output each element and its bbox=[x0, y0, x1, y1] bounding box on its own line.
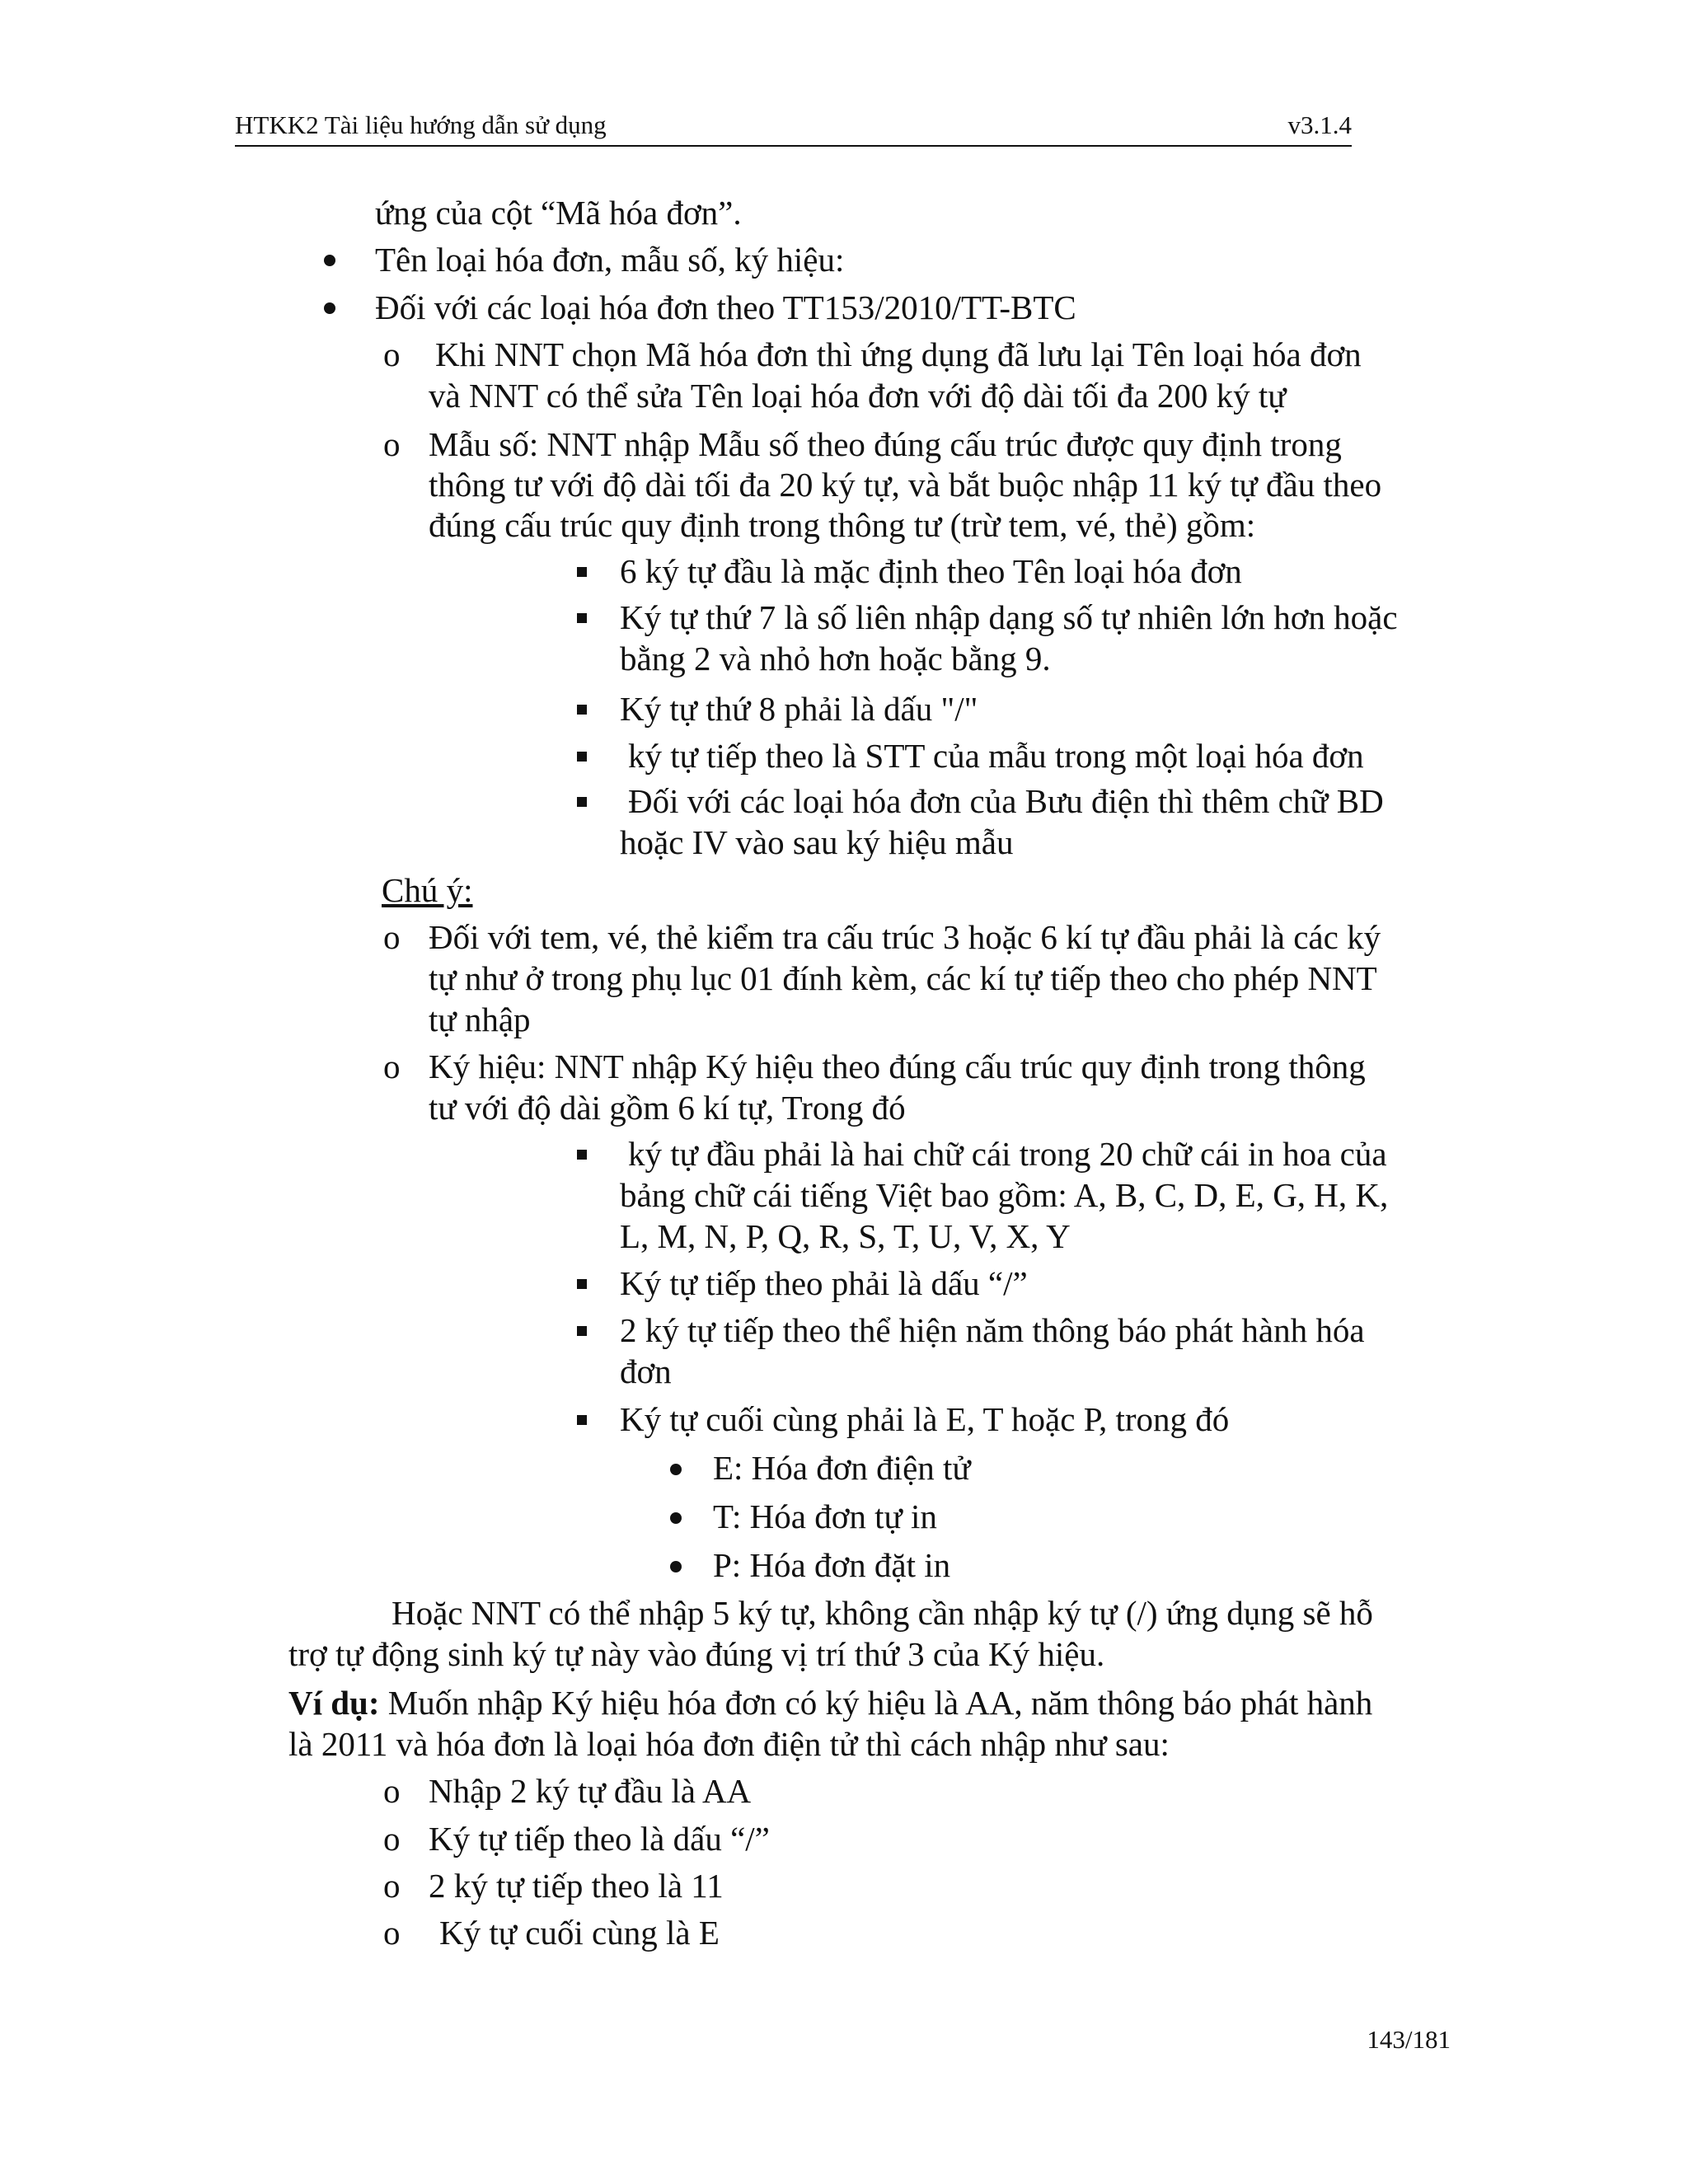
square-bullet bbox=[577, 1326, 587, 1336]
example-text: Muốn nhập Ký hiệu hóa đơn có ký hiệu là AA, năm thông báo phát hành bbox=[387, 1684, 1373, 1722]
list-item: Khi NNT chọn Mã hóa đơn thì ứng dụng đã lưu lại Tên loại hóa đơn bbox=[435, 335, 1362, 373]
list-item: Ký hiệu: NNT nhập Ký hiệu theo đúng cấu trúc quy định trong thông bbox=[429, 1047, 1366, 1085]
sub-item: Ký tự cuối cùng phải là E, T hoặc P, trong đó bbox=[620, 1400, 1230, 1438]
bullet-item: Đối với các loại hóa đơn theo TT153/2010/TT-BTC bbox=[375, 288, 1076, 326]
list-item: Nhập 2 ký tự đầu là AA bbox=[429, 1772, 752, 1810]
circle-marker: o bbox=[383, 1867, 401, 1905]
page-number: 143/181 bbox=[1367, 2025, 1451, 2054]
circle-marker: o bbox=[383, 1820, 401, 1858]
circle-marker: o bbox=[383, 1772, 401, 1810]
header-title: HTKK2 Tài liệu hướng dẫn sử dụng bbox=[235, 110, 607, 139]
page-header bbox=[235, 107, 1352, 147]
paragraph-line: là 2011 và hóa đơn là loại hóa đơn điện tử thì cách nhập như sau: bbox=[288, 1725, 1170, 1763]
example-line bbox=[288, 1682, 1372, 1723]
list-item-cont: tự nhập bbox=[429, 1001, 531, 1038]
sub-item: Ký tự tiếp theo phải là dấu “/” bbox=[620, 1264, 1028, 1302]
sub-item-cont: hoặc IV vào sau ký hiệu mẫu bbox=[620, 823, 1014, 861]
bullet-dot bbox=[670, 1561, 682, 1572]
sub-item: Đối với các loại hóa đơn của Bưu điện thì thêm chữ BD bbox=[628, 782, 1384, 820]
list-item: Mẫu số: NNT nhập Mẫu số theo đúng cấu trúc được quy định trong bbox=[429, 425, 1342, 463]
paragraph-line: trợ tự động sinh ký tự này vào đúng vị trí thứ 3 của Ký hiệu. bbox=[288, 1635, 1105, 1673]
bullet-dot bbox=[670, 1464, 682, 1475]
circle-marker: o bbox=[383, 1047, 401, 1085]
paragraph-line: Hoặc NNT có thể nhập 5 ký tự, không cần nhập ký tự (/) ứng dụng sẽ hỗ bbox=[392, 1594, 1373, 1632]
sub-item: ký tự tiếp theo là STT của mẫu trong một loại hóa đơn bbox=[628, 737, 1364, 775]
circle-marker: o bbox=[383, 335, 401, 373]
sub-item-cont: bảng chữ cái tiếng Việt bao gồm: A, B, C, D, E, G, H, K, bbox=[620, 1176, 1389, 1214]
list-item-cont: tự như ở trong phụ lục 01 đính kèm, các kí tự tiếp theo cho phép NNT bbox=[429, 959, 1377, 997]
sub-item: ký tự đầu phải là hai chữ cái trong 20 chữ cái in hoa của bbox=[628, 1135, 1387, 1173]
sub-item-cont: bằng 2 và nhỏ hơn hoặc bằng 9. bbox=[620, 640, 1051, 677]
text-line: ứng của cột “Mã hóa đơn”. bbox=[375, 194, 742, 232]
sub-item-cont: đơn bbox=[620, 1352, 672, 1390]
square-bullet bbox=[577, 705, 587, 715]
sub-item-cont: L, M, N, P, Q, R, S, T, U, V, X, Y bbox=[620, 1217, 1071, 1255]
example-label: Ví dụ: bbox=[288, 1684, 380, 1722]
sub-sub-item: E: Hóa đơn điện tử bbox=[713, 1449, 971, 1487]
list-item: 2 ký tự tiếp theo là 11 bbox=[429, 1867, 724, 1905]
sub-item: Ký tự thứ 7 là số liên nhập dạng số tự nhiên lớn hơn hoặc bbox=[620, 598, 1398, 636]
header-version: v3.1.4 bbox=[1287, 110, 1352, 139]
sub-item: 6 ký tự đầu là mặc định theo Tên loại hóa đơn bbox=[620, 552, 1242, 590]
sub-item: 2 ký tự tiếp theo thể hiện năm thông báo phát hành hóa bbox=[620, 1311, 1365, 1349]
square-bullet bbox=[577, 797, 587, 807]
square-bullet bbox=[577, 1279, 587, 1289]
sub-item: Ký tự thứ 8 phải là dấu "/" bbox=[620, 690, 978, 728]
list-item-cont: đúng cấu trúc quy định trong thông tư (trừ tem, vé, thẻ) gồm: bbox=[429, 506, 1256, 544]
bullet-item: Tên loại hóa đơn, mẫu số, ký hiệu: bbox=[375, 241, 845, 279]
square-bullet bbox=[577, 1415, 587, 1425]
bullet-dot bbox=[324, 302, 335, 314]
bullet-dot bbox=[670, 1512, 682, 1524]
list-item: Đối với tem, vé, thẻ kiểm tra cấu trúc 3 hoặc 6 kí tự đầu phải là các ký bbox=[429, 918, 1381, 956]
list-item-cont: và NNT có thể sửa Tên loại hóa đơn với độ dài tối đa 200 ký tự bbox=[429, 377, 1287, 415]
sub-sub-item: P: Hóa đơn đặt in bbox=[713, 1546, 951, 1584]
list-item: Ký tự cuối cùng là E bbox=[439, 1914, 720, 1952]
sub-sub-item: T: Hóa đơn tự in bbox=[713, 1497, 937, 1535]
circle-marker: o bbox=[383, 918, 401, 956]
note-label: Chú ý: bbox=[382, 871, 473, 909]
circle-marker: o bbox=[383, 1914, 401, 1952]
bullet-dot bbox=[324, 255, 335, 266]
circle-marker: o bbox=[383, 425, 401, 463]
square-bullet bbox=[577, 567, 587, 577]
list-item-cont: thông tư với độ dài tối đa 20 ký tự, và bắt buộc nhập 11 ký tự đầu theo bbox=[429, 466, 1382, 504]
square-bullet bbox=[577, 752, 587, 762]
square-bullet bbox=[577, 613, 587, 623]
list-item: Ký tự tiếp theo là dấu “/” bbox=[429, 1820, 770, 1858]
square-bullet bbox=[577, 1150, 587, 1160]
list-item-cont: tư với độ dài gồm 6 kí tự, Trong đó bbox=[429, 1089, 906, 1127]
